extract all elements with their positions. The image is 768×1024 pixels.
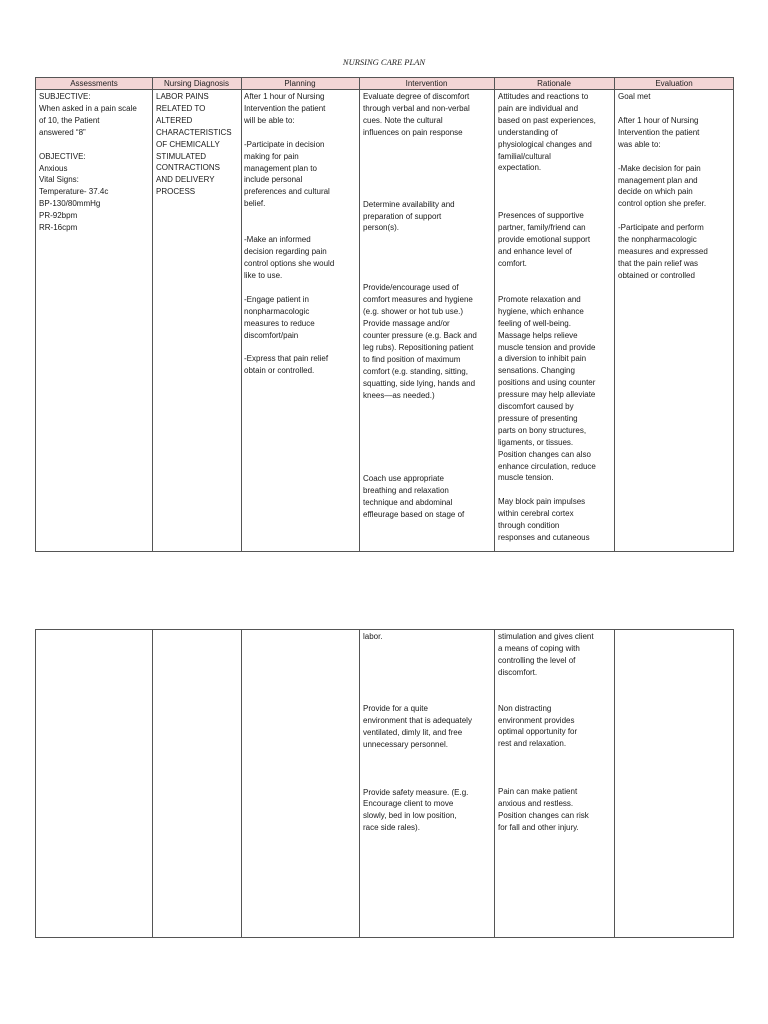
- header-planning: Planning: [284, 79, 316, 88]
- evaluation-intro: After 1 hour of Nursing Intervention the patient was able to:: [618, 115, 700, 149]
- column-divider: [152, 630, 153, 937]
- column-divider: [241, 630, 242, 937]
- rationale-4-continued: stimulation and gives client a means of coping with controlling the level of discomfort.: [498, 632, 594, 677]
- rationale-5: Non distracting environment provides optimal opportunity for rest and relaxation.: [498, 703, 578, 749]
- intervention-4: Coach use appropriate breathing and relaxation technique and abdominal effleurage based on stage of: [363, 474, 465, 520]
- rationale-3: Promote relaxation and hygiene, which enhance feeling of well-being. Massage helps relieve muscle tension and provide a diversion to inhibit pain sensations. Changing positions and using counter pressure may help alleviate discomfort caused by pressure of presenting parts on bony structures, ligaments, or tissues. Position changes can also enhance circulation, reduce muscle tension.: [498, 294, 596, 483]
- planning-goal-3: -Engage patient in nonpharmacologic measures to reduce discomfort/pain: [244, 294, 315, 340]
- planning-cell: [244, 91, 358, 377]
- column-divider: [241, 78, 242, 551]
- column-divider: [614, 78, 615, 551]
- header-rationale: Rationale: [537, 79, 571, 88]
- planning-intro: After 1 hour of Nursing Intervention the patient will be able to:: [244, 92, 326, 125]
- rationale-6: Pain can make patient anxious and restless. Position changes can risk for fall and other injury.: [498, 787, 589, 832]
- table-header-row: [36, 78, 733, 90]
- column-divider: [359, 78, 360, 551]
- column-divider: [494, 630, 495, 937]
- evaluation-result-1: -Make decision for pain management plan and decide on which pain control option she prefer.: [618, 163, 707, 209]
- document-title: NURSING CARE PLAN: [342, 57, 426, 67]
- rationale-cell-continued: [498, 631, 613, 834]
- objective-data: OBJECTIVE: Anxious Vital Signs: Temperature- 37.4c BP-130/80mmHg PR-92bpm RR-16cpm: [39, 151, 109, 233]
- assessments-cell: [39, 91, 151, 234]
- header-nursing-diagnosis: Nursing Diagnosis: [164, 79, 229, 88]
- column-divider: [152, 78, 153, 551]
- header-evaluation: Evaluation: [655, 79, 693, 88]
- intervention-6: Provide safety measure. (E.g. Encourage client to move slowly, bed in low position, race side rales).: [363, 787, 469, 833]
- intervention-2: Determine availability and preparation of support person(s).: [363, 199, 455, 233]
- rationale-2: Presences of supportive partner, family/friend can provide emotional support and enhance level of comfort.: [498, 211, 591, 268]
- care-plan-table-continued: [35, 629, 734, 938]
- subjective-data: SUBJECTIVE: When asked in a pain scale of 10, the Patient answered “8”: [39, 92, 137, 137]
- care-plan-table: [35, 77, 734, 552]
- planning-goal-4: -Express that pain relief obtain or controlled.: [244, 354, 329, 376]
- column-divider: [494, 78, 495, 551]
- evaluation-cell: [618, 91, 733, 282]
- evaluation-result-2: -Participate and perform the nonpharmacologic measures and expressed that the pain relief was obtained or controlled: [618, 223, 708, 280]
- diagnosis-cell: [156, 91, 240, 198]
- rationale-4: May block pain impulses within cerebral cortex through condition responses and cutaneous: [498, 497, 590, 543]
- column-divider: [359, 630, 360, 937]
- intervention-3: Provide/encourage used of comfort measures and hygiene (e.g. shower or hot tub use.) Provide massage and/or counter pressure (e.g. Back and leg rubs). Repositioning patient to find position of maximum comfort (e.g. standing, sitting, squatting, side lying, hands and knees—as needed.): [363, 283, 477, 400]
- intervention-1: Evaluate degree of discomfort through verbal and non-verbal cues. Note the cultural influences on pain response: [363, 92, 470, 137]
- intervention-4-continued: labor.: [363, 632, 383, 641]
- intervention-5: Provide for a quite environment that is adequately ventilated, dimly lit, and free unnecessary personnel.: [363, 703, 472, 749]
- nursing-diagnosis-text: LABOR PAINS RELATED TO ALTERED CHARACTERISTICS OF CHEMICALLY STIMULATED CONTRACTIONS AND DELIVERY PROCESS: [156, 92, 232, 197]
- intervention-cell: [363, 91, 494, 521]
- header-assessments: Assessments: [70, 79, 118, 88]
- rationale-cell: [498, 91, 613, 544]
- planning-goal-2: -Make an informed decision regarding pain control options she would like to use.: [244, 235, 335, 280]
- intervention-cell-continued: [363, 631, 494, 834]
- evaluation-status: Goal met: [618, 92, 651, 101]
- rationale-1: Attitudes and reactions to pain are individual and based on past experiences, understanding of physiological changes and familial/cultural expectation.: [498, 92, 596, 173]
- planning-goal-1: -Participate in decision making for pain management plan to include personal preferences and cultural belief.: [244, 139, 330, 209]
- header-intervention: Intervention: [405, 79, 448, 88]
- column-divider: [614, 630, 615, 937]
